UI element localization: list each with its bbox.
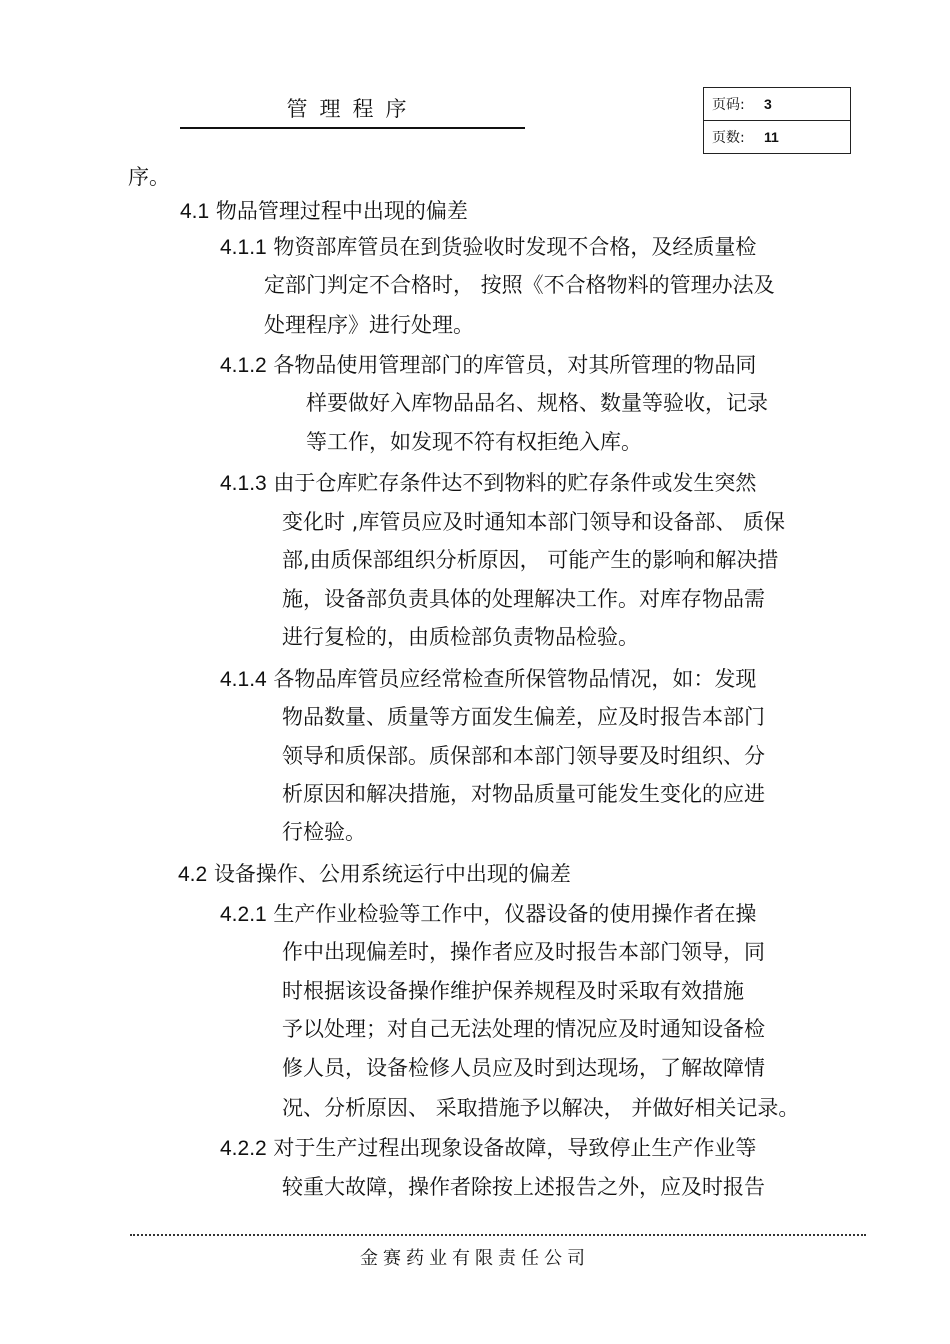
clause-4-1-4 [220, 665, 756, 694]
text-line: 部,由质保部组织分析原因， 可能产生的影响和解决措 [282, 548, 779, 572]
clause-number: 4.1.4 [220, 668, 267, 691]
clause-text: 由于仓库贮存条件达不到物料的贮存条件或发生突然 [273, 471, 757, 495]
page-number-row [704, 88, 851, 121]
text-line: 施，设备部负责具体的处理解决工作。对库存物品需 [282, 587, 765, 611]
text-line: 较重大故障，操作者除按上述报告之外，应及时报告 [282, 1175, 765, 1199]
clause-number: 4.1.2 [220, 354, 267, 377]
text-line: 定部门判定不合格时， 按照《不合格物料的管理办法及 [264, 273, 775, 297]
document-title: 管理程序 [180, 93, 525, 129]
section-heading-text: 设备操作、公用系统运行中出现的偏差 [213, 862, 571, 886]
page-count-value: 11 [764, 129, 779, 145]
clause-number: 4.2.2 [220, 1137, 267, 1160]
text-line: 况、分析原因、 采取措施予以解决， 并做好相关记录。 [282, 1096, 800, 1120]
text-line: 进行复检的，由质检部负责物品检验。 [282, 625, 639, 649]
section-heading-text: 物品管理过程中出现的偏差 [215, 199, 468, 223]
clause-4-1-1 [220, 233, 756, 262]
section-number: 4.2 [178, 863, 208, 886]
clause-4-1-2 [220, 351, 756, 380]
text-line: 作中出现偏差时，操作者应及时报告本部门领导，同 [282, 940, 765, 964]
clause-number: 4.1.3 [220, 472, 267, 495]
clause-number: 4.2.1 [220, 903, 267, 926]
text-line: 予以处理；对自己无法处理的情况应及时通知设备检 [282, 1017, 765, 1041]
text-line: 行检验。 [282, 820, 366, 844]
section-number: 4.1 [180, 200, 210, 223]
clause-number: 4.1.1 [220, 236, 267, 259]
section-heading-4-1 [180, 197, 468, 226]
footer-company-name: 金赛药业有限责任公司 [360, 1248, 590, 1269]
text-line: 修人员，设备检修人员应及时到达现场，了解故障情 [282, 1056, 765, 1080]
text-line: 处理程序》进行处理。 [264, 313, 474, 337]
text-line: 领导和质保部。质保部和本部门领导要及时组织、分 [282, 744, 765, 768]
text-line: 样要做好入库物品品名、规格、数量等验收，记录 [306, 391, 768, 415]
text-line: 物品数量、质量等方面发生偏差，应及时报告本部门 [282, 705, 765, 729]
clause-text: 各物品库管员应经常检查所保管物品情况，如：发现 [273, 667, 757, 691]
clause-4-2-1 [220, 900, 756, 929]
footer-divider [130, 1234, 866, 1236]
clause-text: 物资部库管员在到货验收时发现不合格，及经质量检 [273, 235, 757, 259]
clause-text: 各物品使用管理部门的库管员，对其所管理的物品同 [273, 353, 757, 377]
page-info-box [703, 87, 851, 154]
clause-text: 对于生产过程出现象设备故障，导致停止生产作业等 [273, 1136, 757, 1160]
text-line: 时根据该设备操作维护保养规程及时采取有效措施 [282, 979, 744, 1003]
page-number-cell [704, 88, 851, 121]
page-count-row [704, 121, 851, 154]
clause-4-2-2 [220, 1134, 756, 1163]
page-number-label: 页码: [712, 97, 745, 113]
page-count-cell [704, 121, 851, 154]
text-line: 序。 [128, 165, 170, 189]
clause-text: 生产作业检验等工作中，仪器设备的使用操作者在操 [273, 902, 757, 926]
text-line: 变化时 ,库管员应及时通知本部门领导和设备部、 质保 [282, 510, 786, 534]
text-line: 析原因和解决措施，对物品质量可能发生变化的应进 [282, 782, 765, 806]
text-line: 等工作，如发现不符有权拒绝入库。 [306, 430, 642, 454]
page-count-label: 页数: [712, 130, 745, 146]
section-heading-4-2 [178, 860, 571, 889]
page-number-value: 3 [764, 96, 772, 112]
clause-4-1-3 [220, 469, 756, 498]
